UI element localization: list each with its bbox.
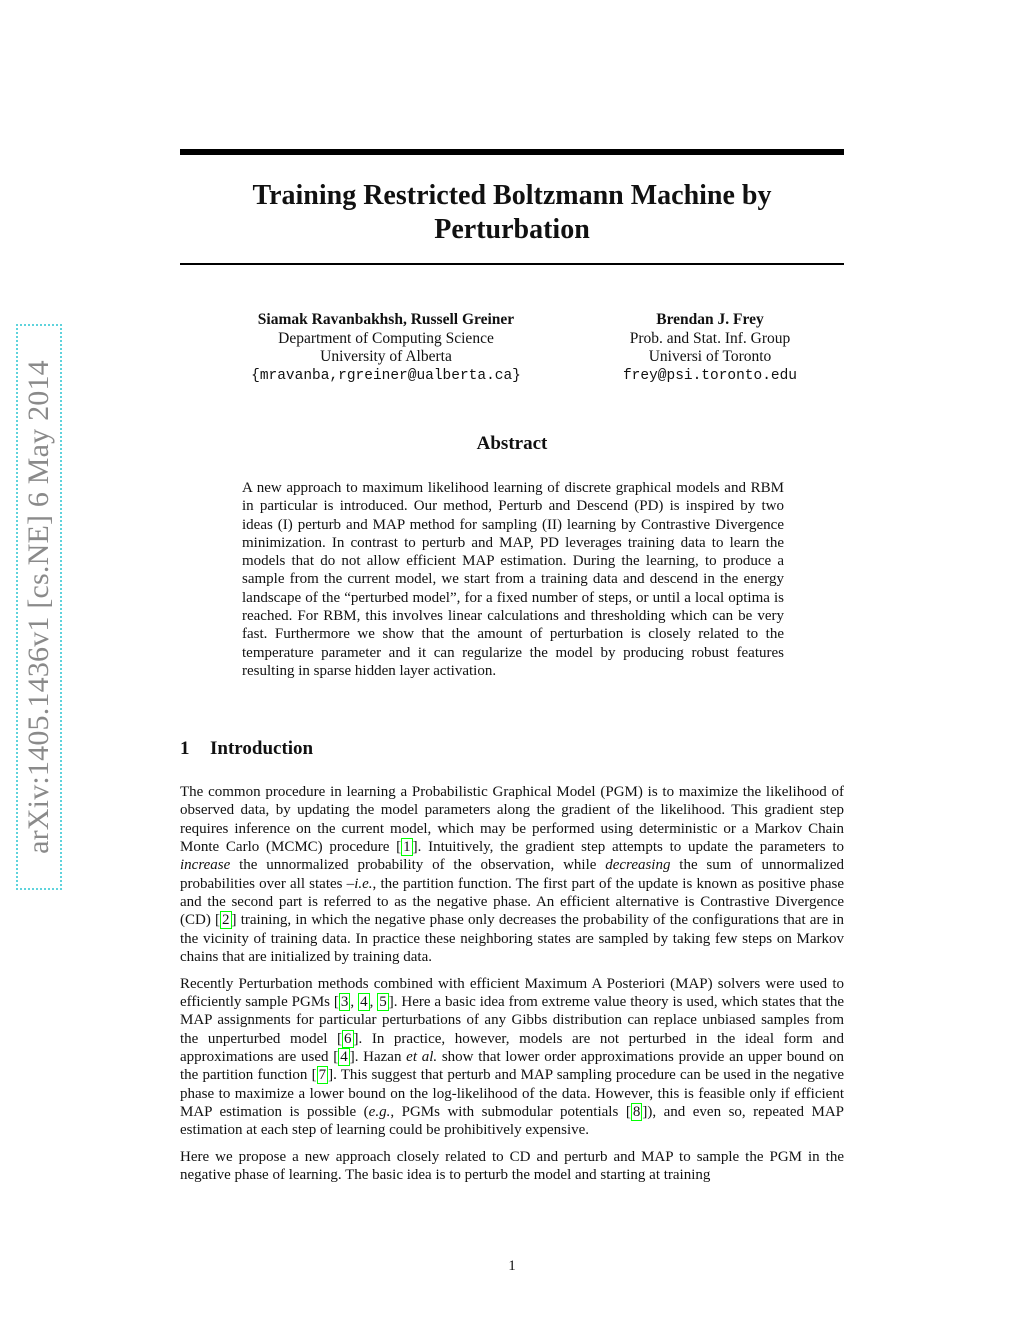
emphasis-text: i.e. [354, 875, 373, 892]
paragraph-text: ]. Here a basic idea from extreme value theory is used, which states that the MAP assignments for particular perturbations of any Gibbs distribution can replace unbiased samples from the unperturbed model [ [180, 994, 845, 1047]
body-paragraph [180, 783, 844, 966]
section-number: 1 [180, 738, 190, 759]
paragraph-text: The common procedure in learning a Probabilistic Graphical Model (PGM) is to maximize the likelihood of observed data, by updating the model parameters along the gradient of the likelihood. This gradient step requires inference on the current model, which may be performed using deterministic or a Markov Chain Monte Carlo (MCMC) procedure [ [180, 784, 844, 856]
author-entry [198, 311, 574, 385]
citation-link[interactable]: 8 [632, 1104, 641, 1121]
paragraph-text: ] training, in which the negative phase only decreases the probability of the configurations that are in the vicinity of training data. In practice these neighboring states are sampled by taking few steps on Markov chains that are initialized by training data. [180, 912, 844, 966]
paragraph-text: , PGMs with submodular potentials [ [390, 1104, 631, 1121]
body-paragraph [180, 975, 844, 1140]
citation-link[interactable]: 1 [403, 839, 411, 856]
author-entry [586, 311, 834, 385]
author-block [180, 311, 844, 391]
citation-link[interactable]: 6 [344, 1030, 352, 1047]
paragraph-text: Recently Perturbation methods combined with efficient Maximum A Posteriori (MAP) solvers were used to efficiently sample PGMs [ [180, 975, 844, 1011]
page-number: 1 [508, 1258, 516, 1274]
emphasis-text: decreasing [605, 857, 671, 874]
citation-link[interactable]: 7 [318, 1067, 327, 1084]
author-affiliation: Prob. and Stat. Inf. Group [629, 329, 791, 347]
title-top-rule [180, 149, 844, 155]
paragraph-text: , the partition function. The first part of the update is known as positive phase and the second part is referred to as the negative phase. An efficient alternative is Contrastive Divergence (CD) [ [180, 875, 844, 929]
paragraph-text: , [369, 994, 378, 1011]
paragraph-text: ]. This suggest that perturb and MAP sampling procedure can be used in the negative phase to maximize a lower bound on the log-likelihood of the data. However, this is feasible only if efficient MAP estimation is possible ( [180, 1067, 844, 1121]
abstract-heading: Abstract [476, 433, 548, 454]
paragraph-text: ]. Hazan [349, 1049, 407, 1066]
paragraph-text: , [350, 994, 359, 1011]
emphasis-text: e.g. [368, 1104, 391, 1121]
author-affiliation: University of Alberta [320, 348, 452, 365]
body-paragraph: Here we propose a new approach closely related to CD and perturb and MAP to sample the PGM in the negative phase of learning. The basic idea is to perturb the model and starting at training [180, 1149, 844, 1184]
paragraph-text: ]. Intuitively, the gradient step attempts to update the parameters to [412, 839, 845, 856]
section-body [180, 783, 844, 1193]
section-title: Introduction [210, 738, 314, 759]
emphasis-text: increase [180, 857, 231, 874]
citation-link[interactable]: 4 [340, 1049, 348, 1066]
paragraph-text: ]), and even so, repeated MAP estimation at each step of learning could be prohibitively expensive. [180, 1104, 844, 1139]
citation-link[interactable]: 3 [340, 994, 349, 1011]
emphasis-text: et al. [406, 1049, 438, 1066]
author-email: frey@psi.toronto.edu [622, 367, 798, 384]
paragraph-text: the sum of unnormalized probabilities over all states – [180, 857, 845, 892]
citation-link[interactable]: 4 [360, 994, 368, 1011]
author-email: {mravanba,rgreiner@ualberta.ca} [251, 367, 521, 384]
author-name: Siamak Ravanbakhsh, Russell Greiner [257, 311, 515, 328]
section-heading [180, 738, 313, 760]
author-affiliation: Department of Computing Science [278, 329, 494, 347]
paragraph-text: show that lower order approximations provide an upper bound on the partition function [ [180, 1049, 844, 1084]
title-bottom-rule [180, 263, 844, 265]
author-affiliation: Universi of Toronto [648, 348, 772, 365]
paragraph-text: ]. In practice, however, models are not perturbed in the ideal form and approximations are used [ [180, 1030, 844, 1066]
arxiv-identifier-stamp[interactable]: arXiv:1405.1436v1 [cs.NE] 6 May 2014 [16, 324, 62, 890]
paper-title: Training Restricted Boltzmann Machine by Perturbation [252, 180, 772, 245]
abstract-text: A new approach to maximum likelihood learning of discrete graphical models and RBM in particular is introduced. Our method, Perturb and Descend (PD) is inspired by two ideas (I) perturb and MAP method for sampling (II) learning by Contrastive Divergence minimization. In contrast to perturb and MAP, PD leverages training data to learn the models that do not allow efficient MAP estimation. During the learning, to produce a sample from the current model, we start from a training data and descend in the energy landscape of the “perturbed model”, for a fixed number of steps, or until a local optima is reached. For RBM, this involves linear calculations and thresholding which can be very fast. Furthermore we show that the amount of perturbation is closely related to the temperature parameter and it can regularize the model by producing robust features resulting in sparse hidden layer activation. [242, 480, 784, 679]
citation-link[interactable]: 5 [379, 994, 387, 1011]
paragraph-text: the unnormalized probability of the observation, while [230, 857, 606, 874]
citation-link[interactable]: 2 [222, 912, 230, 929]
author-name: Brendan J. Frey [656, 311, 764, 328]
